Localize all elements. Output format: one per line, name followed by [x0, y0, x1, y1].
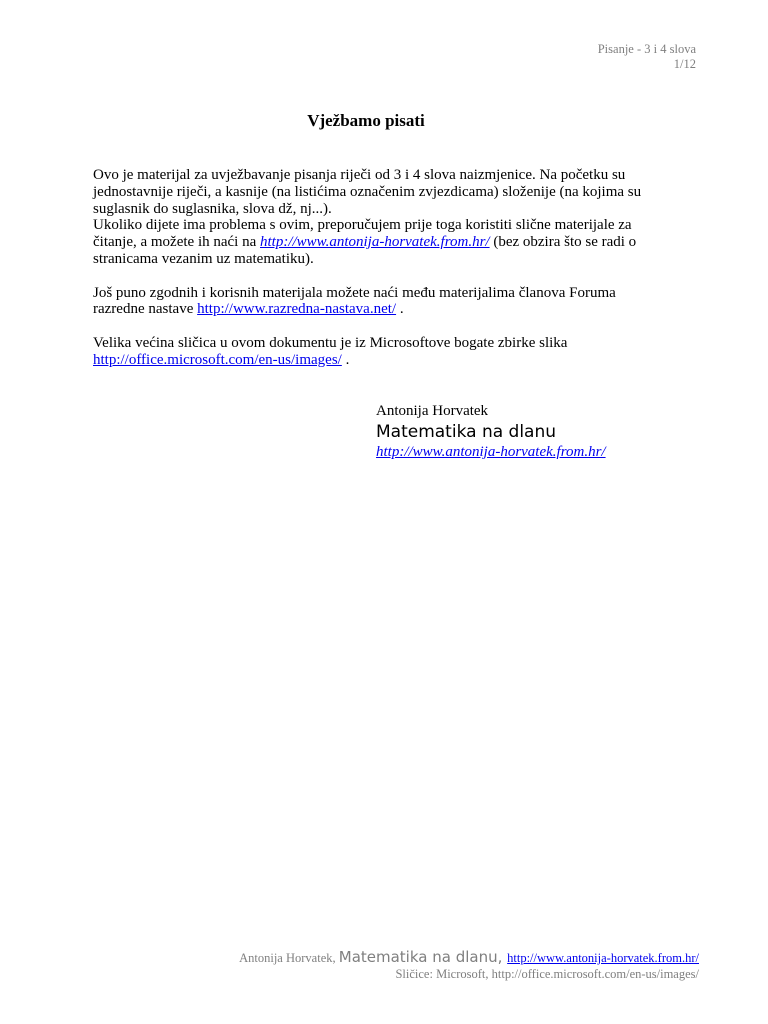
- razredna-nastava-link[interactable]: http://www.razredna-nastava.net/: [197, 301, 397, 318]
- paragraph-forum-text: Još puno zgodnih i korisnih materijala možete naći među materijalima članova Foruma razredne nastave: [93, 284, 616, 318]
- paragraph-intro-text-2: Ukoliko dijete ima problema s ovim, preporučujem prije toga koristiti slične materijale za čitanje, a možete ih naći na: [93, 217, 632, 251]
- header-doc-title: Pisanje - 3 i 4 slova: [597, 42, 696, 56]
- footer-line-1: [239, 949, 699, 966]
- signature-name: Antonija Horvatek: [376, 403, 489, 419]
- signature-brand: Matematika na dlanu: [376, 422, 557, 442]
- paragraph-intro-text: Ovo je materijal za uvježbavanje pisanja riječi od 3 i 4 slova naizmjenice. Na početku su jednostavnije riječi, a kasnije (na listićima označenim zvjezdicama) složenije (na kojima su suglasnik do suglasnika, slova dž, nj...).: [93, 167, 642, 217]
- body-text: [93, 167, 653, 385]
- footer-url-link[interactable]: http://www.antonija-horvatek.from.hr/: [507, 951, 699, 965]
- footer-brand: Matematika na dlanu,: [338, 948, 508, 966]
- paragraph-images-after: .: [341, 351, 350, 368]
- paragraph-forum: [93, 285, 653, 319]
- paragraph-intro: [93, 167, 653, 268]
- signature-url-link[interactable]: http://www.antonija-horvatek.from.hr/: [376, 444, 606, 460]
- header-page-number: 1/12: [673, 57, 696, 71]
- paragraph-images-text: Velika većina sličica u ovom dokumentu je iz Microsoftove bogate zbirke slika: [93, 334, 568, 351]
- page-footer: [239, 949, 699, 982]
- page-title: Vježbamo pisati: [307, 111, 425, 130]
- footer-credits: Sličice: Microsoft, http://office.microsoft.com/en-us/images/: [395, 967, 699, 981]
- footer-author: Antonija Horvatek,: [239, 951, 339, 965]
- microsoft-images-link[interactable]: http://office.microsoft.com/en-us/images/: [93, 351, 342, 368]
- signature-block: [376, 403, 606, 461]
- paragraph-forum-after: .: [396, 301, 404, 318]
- paragraph-images: [93, 335, 653, 369]
- antonija-horvatek-link[interactable]: http://www.antonija-horvatek.from.hr/: [260, 234, 490, 251]
- page-header: [598, 42, 696, 72]
- paragraph-intro-text-3: (bez obzira što se radi o stranicama vezanim uz matematiku).: [93, 234, 637, 267]
